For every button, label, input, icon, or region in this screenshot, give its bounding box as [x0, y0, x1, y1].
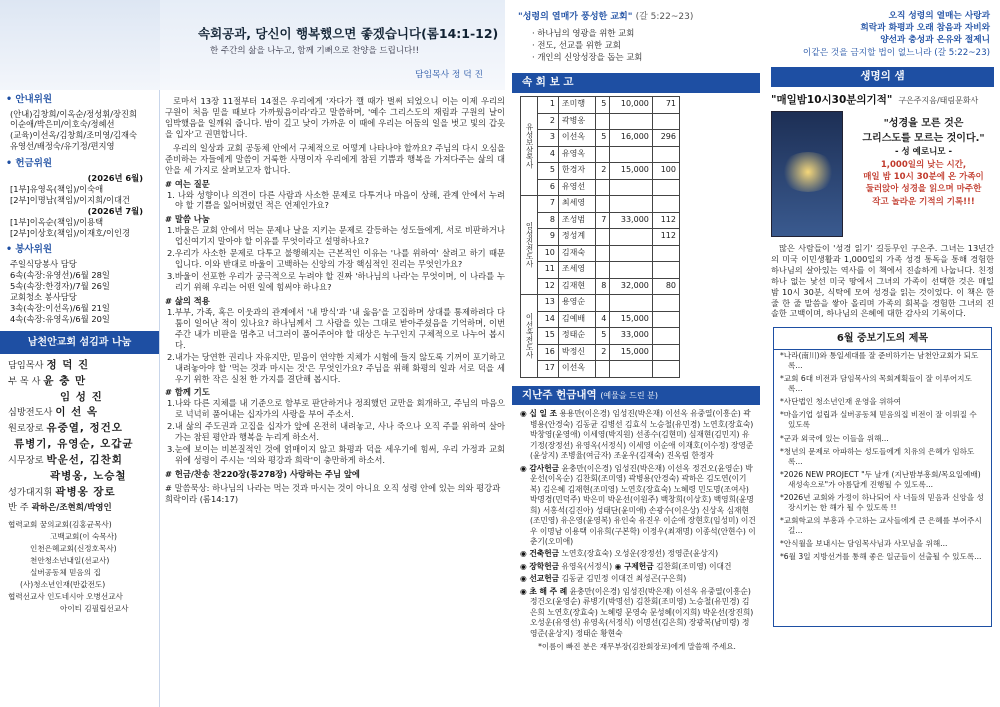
sermon-body — [165, 96, 505, 704]
july-line: [2부]이상호(책임)/이재호/이인경 — [10, 227, 130, 238]
cell-amt — [610, 196, 653, 213]
cell-no: 12 — [538, 278, 559, 295]
attendance-row — [521, 344, 680, 361]
group-label: 임성진전도사 — [521, 196, 538, 295]
cell-amt: 32,000 — [610, 278, 653, 295]
book-title: "매일밤10시30분의기적" 구은주지음/태림문화사 — [771, 93, 979, 106]
staff-row: 성가대지휘 곽병옹 장로 — [8, 485, 116, 498]
cell-n1 — [595, 146, 610, 163]
cell-n2 — [652, 311, 679, 328]
cell-no: 9 — [538, 229, 559, 246]
cell-n2: 100 — [652, 163, 679, 180]
book-cover-image — [771, 111, 843, 237]
cell-no: 6 — [538, 179, 559, 196]
cell-no: 1 — [538, 97, 559, 114]
cell-n2 — [652, 146, 679, 163]
attendance-row — [521, 295, 680, 312]
cell-amt: 15,000 — [610, 311, 653, 328]
middle-column — [512, 0, 760, 707]
cell-name: 용영순 — [558, 295, 595, 312]
cell-n2 — [652, 262, 679, 279]
cell-n1 — [595, 361, 610, 378]
book-section-title: 생명의 샘 — [771, 67, 994, 87]
service-list — [0, 259, 159, 327]
service-title: • 봉사위원 — [6, 244, 53, 256]
mission-row: 천안청소년내일(선교사) — [30, 555, 110, 565]
cell-amt: 16,000 — [610, 130, 653, 147]
attendance-row — [521, 245, 680, 262]
cell-name: 한경자 — [558, 163, 595, 180]
cell-name: 정태순 — [558, 328, 595, 345]
cell-n1: 5 — [595, 97, 610, 114]
mission-row: 협력선교사 인도네시아 오병선교사 — [8, 591, 123, 601]
prayer-item: *마을기업 설립과 실버공동체 믿음의집 비전이 잘 이뤄질 수 있도록 — [780, 410, 977, 430]
cell-name: 조세영 — [558, 262, 595, 279]
cell-amt — [610, 262, 653, 279]
cell-name: 조성범 — [558, 212, 595, 229]
cell-no: 8 — [538, 212, 559, 229]
offering-item: ◉ 선교헌금 김동균 김민정 이대건 최성곤(구은희) — [520, 574, 687, 584]
cell-name: 이선옥 — [558, 130, 595, 147]
guide-line: 이순애/박은미/이호숙/정혜선 — [10, 119, 115, 130]
cell-n2 — [652, 179, 679, 196]
cell-n2 — [652, 361, 679, 378]
mission-row: 아이티 김필립선교사 — [60, 603, 129, 613]
cell-no: 5 — [538, 163, 559, 180]
mission-list — [0, 519, 159, 615]
group-label: 유성보살목사 — [521, 97, 538, 196]
staff-row: 부 목 사 윤 충 만 — [8, 374, 87, 387]
book-quote: "성경을 모른 것은 그리스도를 모르는 것이다." - 성 예로니모 - 1,000일의 낮는 시간, 매일 밤 10시 30분에 온 가족이 둘러앉아 성경을 읽으며 마주한 작고 놀라운 기적의 기록!!! — [862, 118, 985, 207]
section-title: # 삶의 적용 — [165, 295, 210, 306]
june-line: [2부]이명남(책임)/이지희/이대건 — [10, 194, 130, 205]
goal-item: · 전도, 선교를 위한 교회 — [532, 39, 621, 50]
prayer-item: *사단법인 청소년인재 운영을 위하여 — [780, 397, 902, 407]
section-title: # 여는 질문 — [165, 178, 210, 189]
meal-title: 주일식당봉사 담당 — [10, 258, 77, 269]
sermon-header — [160, 0, 505, 90]
attendance-row — [521, 97, 680, 114]
prayer-item: 3.눈에 보이는 비본질적인 것에 얽매이지 않고 화평과 덕을 세우기에 힘써, 우리 가정과 교회 위에 성령이 주시는 '의와 평강과 희락'이 충만하게 하소서. — [167, 444, 505, 466]
cell-n2: 112 — [652, 229, 679, 246]
july-line: [1부]이옥순(책임)/이용택 — [10, 216, 104, 227]
cell-name: 정성계 — [558, 229, 595, 246]
question-item: 1. 나와 성향이나 의견이 다른 사람과 사소한 문제로 다투거나 마음이 상해, 관계 안에서 누려야 할 기쁨을 잃어버렸던 적은 언제인가요? — [167, 189, 505, 211]
cell-amt — [610, 179, 653, 196]
staff-row: 류병기, 유영순, 오갑균 — [14, 438, 134, 451]
cell-n1: 7 — [595, 212, 610, 229]
offering-item: ◉ 감사헌금 윤충만(이은경) 임성진(박은재) 이선옥 정건오(윤영순) 박운선(이옥순) 김찬회(조미영) 곽병용(안경숙) 곽하은 김도연(이기복) 김은혜 김재현(조미영) 노연호(장효숙) 노혜령 민도명(조여사) 박명경(민덕주) 박은미 박운선(이원주) 백창희(이상호) 백영희(윤명희) 서홍석(김진아) 성태단(윤미애) 손광수(이은상) 신상옥 심재현(조민영) 유은영(윤영복) 유인숙 유진우 이순애 장현호(임성미) 이건우 이명남 이용택 이유희(구본학) 이정우(최재명) 이종석(안현수) 이춘기(오미애) — [520, 463, 756, 546]
cell-amt: 15,000 — [610, 163, 653, 180]
staff-row: 임 성 진 — [60, 390, 103, 403]
cell-name: 김예배 — [558, 311, 595, 328]
page-title: 속회공과, 당신이 행복했으면 좋겠습니다(롬14:1-12) — [198, 26, 499, 41]
cell-n2: 80 — [652, 278, 679, 295]
question-item: 2.우리가 사소한 문제로 다투고 불행해지는 근본적인 이유는 '나를 위하여' 살려고 하기 때문입니다. 이와 반대로 바울이 고백하는 신앙의 가장 핵심적인 진리는 무엇인가요? — [167, 248, 505, 270]
cell-n1: 2 — [595, 344, 610, 361]
attendance-row — [521, 146, 680, 163]
cell-amt — [610, 146, 653, 163]
cell-name: 최세영 — [558, 196, 595, 213]
staff-list — [0, 358, 159, 515]
staff-row: 담임목사 정 덕 진 — [8, 358, 90, 371]
cell-amt — [610, 245, 653, 262]
attendance-row — [521, 328, 680, 345]
cell-amt — [610, 361, 653, 378]
left-sidebar — [0, 90, 160, 707]
cell-no: 2 — [538, 113, 559, 130]
cell-n2 — [652, 196, 679, 213]
cell-no: 13 — [538, 295, 559, 312]
cell-no: 11 — [538, 262, 559, 279]
cell-amt — [610, 295, 653, 312]
cell-name: 이선옥 — [558, 361, 595, 378]
cell-n1: 5 — [595, 130, 610, 147]
right-column — [765, 0, 1000, 707]
guide-line: (교육)이선옥/김창희/조미영/김재숙 — [10, 130, 138, 141]
prayer-item: 1.나와 다른 지체를 내 기준으로 함부로 판단하거나 정죄했던 교만을 회개하고, 주님의 마음으로 넉넉히 품어내는 십자가의 사랑을 부어 주소서. — [167, 398, 505, 420]
attendance-row — [521, 361, 680, 378]
staff-row: 원로장로 유중열, 정건오 — [8, 422, 123, 435]
staff-banner: 남천안교회 섬김과 나눔 — [0, 331, 159, 354]
offering-item: ◉ 십 일 조 용용만(이은경) 임성진(박은재) 이선옥 유중열(이흥순) 곽병용(안경숙) 김동균 김병선 김효식 노승철(유민경) 노연호(장효숙) 박창영(윤영애) 이세영(박지원) 선종수(김현미) 심재현(김민지) 유기정(장정선) 유영옥(서정식) 이세영 이순애 이재호(이수정) 장영준(윤상지) 조병율(여금자) 조윤우(김재숙) 진옥림 한정자 — [520, 409, 754, 461]
attendance-row — [521, 278, 680, 295]
page-subtitle: 한 주간의 삶을 나누고, 함께 기뻐으로 찬양을 드립니다!! — [210, 46, 420, 56]
offering-item: ◉ 초 해 주 례 윤충만(이은경) 임성진(박은재) 이선옥 유중열(이흥순) 정건오(윤영순) 류병기(박명선) 김찬회(조미영) 노승철(유민경) 김은희 노연호(장효숙) 노혜령 문영숙 문성혜(이지희) 박운선(장진희) 오성운(유영선) 유영옥(서정식) 이명선(김은희) 장광복(남미령) 정영준(윤상지) 정태순 황현숙 — [520, 586, 754, 638]
clean-title: 교회청소 봉사담당 — [10, 291, 77, 302]
cell-n1: 5 — [595, 328, 610, 345]
clean-line: 4속(속장:유영옥)/6월 20일 — [10, 313, 110, 324]
cell-name: 박정신 — [558, 344, 595, 361]
prayer-item: 2.내 삶의 주도권과 고집을 십자가 앞에 온전히 내려놓고, 사나 죽으나 오직 주를 위하여 살아가는 참된 평안과 행복을 누리게 하소서. — [167, 421, 505, 443]
prayer-item: *청년의 문제로 아파하는 성도들에게 치유의 은혜가 임하도록... — [780, 446, 975, 466]
cell-amt: 33,000 — [610, 328, 653, 345]
guide-list — [0, 109, 159, 155]
offering-committee-title: • 헌금위원 — [6, 158, 53, 170]
staff-row: 반 주 곽하은/조현희/박영인 — [8, 501, 112, 513]
july-label: (2026년 7월) — [87, 205, 143, 216]
meal-line: 5속(속장:한경자)/7월 26일 — [10, 280, 110, 291]
cell-n1 — [595, 295, 610, 312]
cell-name: 곽병옹 — [558, 113, 595, 130]
cell-n1 — [595, 196, 610, 213]
cell-n1 — [595, 262, 610, 279]
offering-title: 지난주 헌금내역 (예물을 드린 분) — [512, 386, 760, 406]
cell-amt: 15,000 — [610, 344, 653, 361]
cell-amt — [610, 113, 653, 130]
book-block — [771, 93, 994, 320]
attendance-row — [521, 196, 680, 213]
prayer-item: *교회 6대 비전과 담임목사의 목회계획들이 잘 이루어지도록... — [780, 374, 972, 394]
attendance-row — [521, 262, 680, 279]
offering-committee-list — [0, 173, 159, 241]
prayer-item: *안식월을 보내시는 담임목사님과 사모님을 위해... — [780, 538, 948, 548]
cell-name: 유영옥 — [558, 146, 595, 163]
prayer-title: 6월 중보기도의 제목 — [774, 328, 991, 350]
staff-row: 곽병옹, 노승철 — [50, 469, 127, 482]
cell-n2 — [652, 328, 679, 345]
mission-row: 인천은혜교회(신정호목사) — [30, 543, 117, 553]
question-item: 1.바울은 교회 안에서 먹는 문제나 날을 지키는 문제로 갈등하는 성도들에게, 서로 비판하거나 업신여기지 말아야 할 이유를 무엇이라고 설명하나요? — [167, 225, 505, 247]
cell-amt — [610, 229, 653, 246]
cell-n2: 296 — [652, 130, 679, 147]
section-title: # 함께 기도 — [165, 387, 210, 398]
closing-verse: # 말씀묵상: 하나님의 나라는 먹는 것과 마시는 것이 아니요 오직 성령 안에 있는 의와 평강과 희락이라 (롬14:17) — [165, 482, 501, 504]
guide-line: (안내)김창희/이옥순/정성휘/장진희 — [10, 108, 138, 119]
cell-no: 4 — [538, 146, 559, 163]
mission-row: 협력교회 꿈의교회(김홍균목사) — [8, 519, 112, 529]
prayer-item: *2026년 교회와 가정이 하나되어 사 너들의 믿음과 신앙을 성장시키는 한 해가 될 수 있도록 !! — [780, 492, 984, 512]
cell-amt: 10,000 — [610, 97, 653, 114]
june-line: [1부]유영옥(책임)/이숙애 — [10, 183, 104, 194]
offering-footer: *이름이 빠진 분은 재무부장(김찬회장로)에게 말씀해 주세요. — [538, 642, 736, 652]
hymn-line: # 헌금/찬송 찬220장(통278장) 사랑하는 주님 앞에 — [165, 469, 360, 479]
prayer-item: *교회학교의 부흥과 수고하는 교사들에게 큰 은혜를 부어주시길... — [780, 515, 982, 535]
cell-name: 유영선 — [558, 179, 595, 196]
cell-n2 — [652, 344, 679, 361]
cell-name: 김재숙 — [558, 245, 595, 262]
guide-line: 유영선/배정숙/유기정/편지영 — [10, 141, 115, 152]
prayer-item: *군과 외국에 있는 이들을 위해... — [780, 433, 889, 443]
sermon-author: 담임목사 정 덕 진 — [415, 70, 483, 80]
sermon-intro: 로마서 13장 11절부터 14절은 우리에게 '자다가 깰 때가 벌써 되었으니 이는 이제 우리의 구원이 처음 믿을 때보다 가까웠음이라'라고 말씀하며, '예수 그리스도의 재림과 구원의 날이 임박했음을 일깨워 줍니다. 밤이 깊고 낮이 가까운 이 때에 우리는 어둠의 일을 벗고 빛의 갑옷을 입자'고 권면합니다. — [165, 96, 505, 139]
cell-n2 — [652, 245, 679, 262]
cell-no: 17 — [538, 361, 559, 378]
clean-line: 3속(속장:이선옥)/6월 21일 — [10, 302, 110, 313]
cell-no: 3 — [538, 130, 559, 147]
mission-row: (사)청소년인재(반값전도) — [20, 579, 106, 589]
cell-no: 14 — [538, 311, 559, 328]
attendance-row — [521, 229, 680, 246]
cell-n1: 4 — [595, 311, 610, 328]
cell-n1 — [595, 113, 610, 130]
staff-row: 심방전도사 이 선 옥 — [8, 406, 99, 419]
cell-name: 김재현 — [558, 278, 595, 295]
guide-title: • 안내위원 — [6, 94, 53, 105]
book-description: 많은 사람들이 '성경 읽기' 길등무인 구은주. 그녀는 13년간의 미국 이민생활과 1,000일의 가족 성경 통독을 통해 경험한 하나님의 살아있는 역사를 이 책에서 진솔하게 나눕니다. 친정 하나 없는 낯선 미국 땅에서 그녀의 가족이 선택한 것은 매일 밤 10시 30분, 식탁에 모여 성경을 읽는 것이었다. 이 책은 한 줄 한 줄 말씀을 쌓아 올리며 가족의 회복을 경험한 그녀의 진솔한 고백이며, 하나님의 은혜에 대한 감사의 기록이다. — [771, 243, 994, 319]
cell-no: 7 — [538, 196, 559, 213]
prayer-item: *2026 NEW PROJECT "두 날개 (지난밤부흥회/목요일예배) 새성속으로"가 아름답게 진행될 수 있도록... — [780, 469, 981, 489]
mission-row: 고백교회(이 숙목사) — [50, 531, 118, 541]
cell-no: 16 — [538, 344, 559, 361]
staff-row: 시무장로 박운선, 김찬회 — [8, 453, 123, 466]
cell-n1: 2 — [595, 163, 610, 180]
cell-n2: 71 — [652, 97, 679, 114]
attendance-row — [521, 163, 680, 180]
question-item: 2.내가는 당연한 권리나 자유지만, 믿음이 연약한 지체가 시험에 들지 않도록 기꺼이 포기하고 내려놓아야 할 '먹는 것과 마시는 것'은 무엇인가요? 주님을 위해 화평의 일과 서로 덕을 세우기 위한 작은 실천 한 가지를 결단해 봅시다. — [167, 351, 505, 384]
group-label: 이선옥전도사 — [521, 295, 538, 378]
offering-list — [512, 405, 760, 652]
attendance-row — [521, 179, 680, 196]
attendance-row — [521, 212, 680, 229]
section-title: # 말씀 나눔 — [165, 214, 210, 225]
cell-n2 — [652, 295, 679, 312]
cell-n1 — [595, 245, 610, 262]
attendance-row — [521, 113, 680, 130]
question-item: 1.부부, 가족, 혹은 이웃과의 관계에서 '내 방식'과 '내 옳음'을 고집하며 상대를 통제하려다 다툼이 일어난 적이 있나요? 하나님께서 그 사람을 있는 그대로 받아주셨음을 기억하며, 이번 주간 내가 비판을 멈추고 너그러이 품어주어야 할 대상은 누구인지 구체적으로 나누어 봅시다. — [167, 306, 505, 350]
cell-n2: 112 — [652, 212, 679, 229]
cell-name: 조미행 — [558, 97, 595, 114]
header-photo-strip — [0, 0, 160, 90]
meal-line: 6속(속장:유영선)/6월 28일 — [10, 269, 110, 280]
attendance-row — [521, 130, 680, 147]
fruit-verse: 오직 성령의 열매는 사랑과 희락과 화평과 오래 참음과 자비와 양선과 충성과 온유와 절제니 이같은 것을 금지할 법이 없느니라 (갈 5:22~23) — [802, 11, 990, 58]
offering-item: ◉ 건축헌금 노연호(장효숙) 오성운(장정선) 정영준(윤상지) — [520, 549, 719, 559]
attendance-row — [521, 311, 680, 328]
prayer-box — [773, 327, 992, 627]
cell-n2 — [652, 113, 679, 130]
attendance-title: 속 회 보 고 — [512, 73, 760, 93]
question-item: 3.바울이 선포한 우리가 궁극적으로 누려야 할 진짜 '하나님의 나라'는 무엇이며, 이 나라를 누리기 위해 우리는 어떤 일에 힘써야 하나요? — [167, 271, 505, 292]
cell-no: 15 — [538, 328, 559, 345]
sermon-intro: 우리의 일상과 교회 공동체 안에서 구체적으로 어떻게 나타나야 할까요? 주님의 다시 오심을 준비하는 자들에게 말씀이 거룩한 사명이자 우리에게 참된 기쁨과 행복을 가져다주는 삶의 대안을 세 가지로 살펴보고자 합니다. — [165, 142, 505, 175]
cell-no: 10 — [538, 245, 559, 262]
prayer-item: *나라(南川)와 통일세대를 잘 준비하기는 남천안교회가 되도록... — [780, 351, 979, 371]
cell-n1 — [595, 229, 610, 246]
mission-row: 실버공동체 믿음의 집 — [30, 567, 101, 577]
attendance-table — [520, 96, 680, 378]
cell-amt: 33,000 — [610, 212, 653, 229]
cell-n1: 8 — [595, 278, 610, 295]
goal-item: · 하나님의 영광을 위한 교회 — [532, 27, 635, 38]
june-label: (2026년 6월) — [87, 172, 143, 183]
prayer-item: *6월 3일 지방선거를 통해 좋은 일군들이 선출될 수 있도록... — [780, 551, 982, 561]
church-goal-title: "성령의 열매가 풍성한 교회" (갈 5:22~23) — [518, 12, 694, 22]
cell-n1 — [595, 179, 610, 196]
goal-item: · 개인의 신앙성장을 돕는 교회 — [532, 52, 643, 63]
offering-item: ◉ 장학헌금 유영옥(서정식) ◉ 구제헌금 김찬회(조미영) 이대건 — [520, 561, 732, 571]
